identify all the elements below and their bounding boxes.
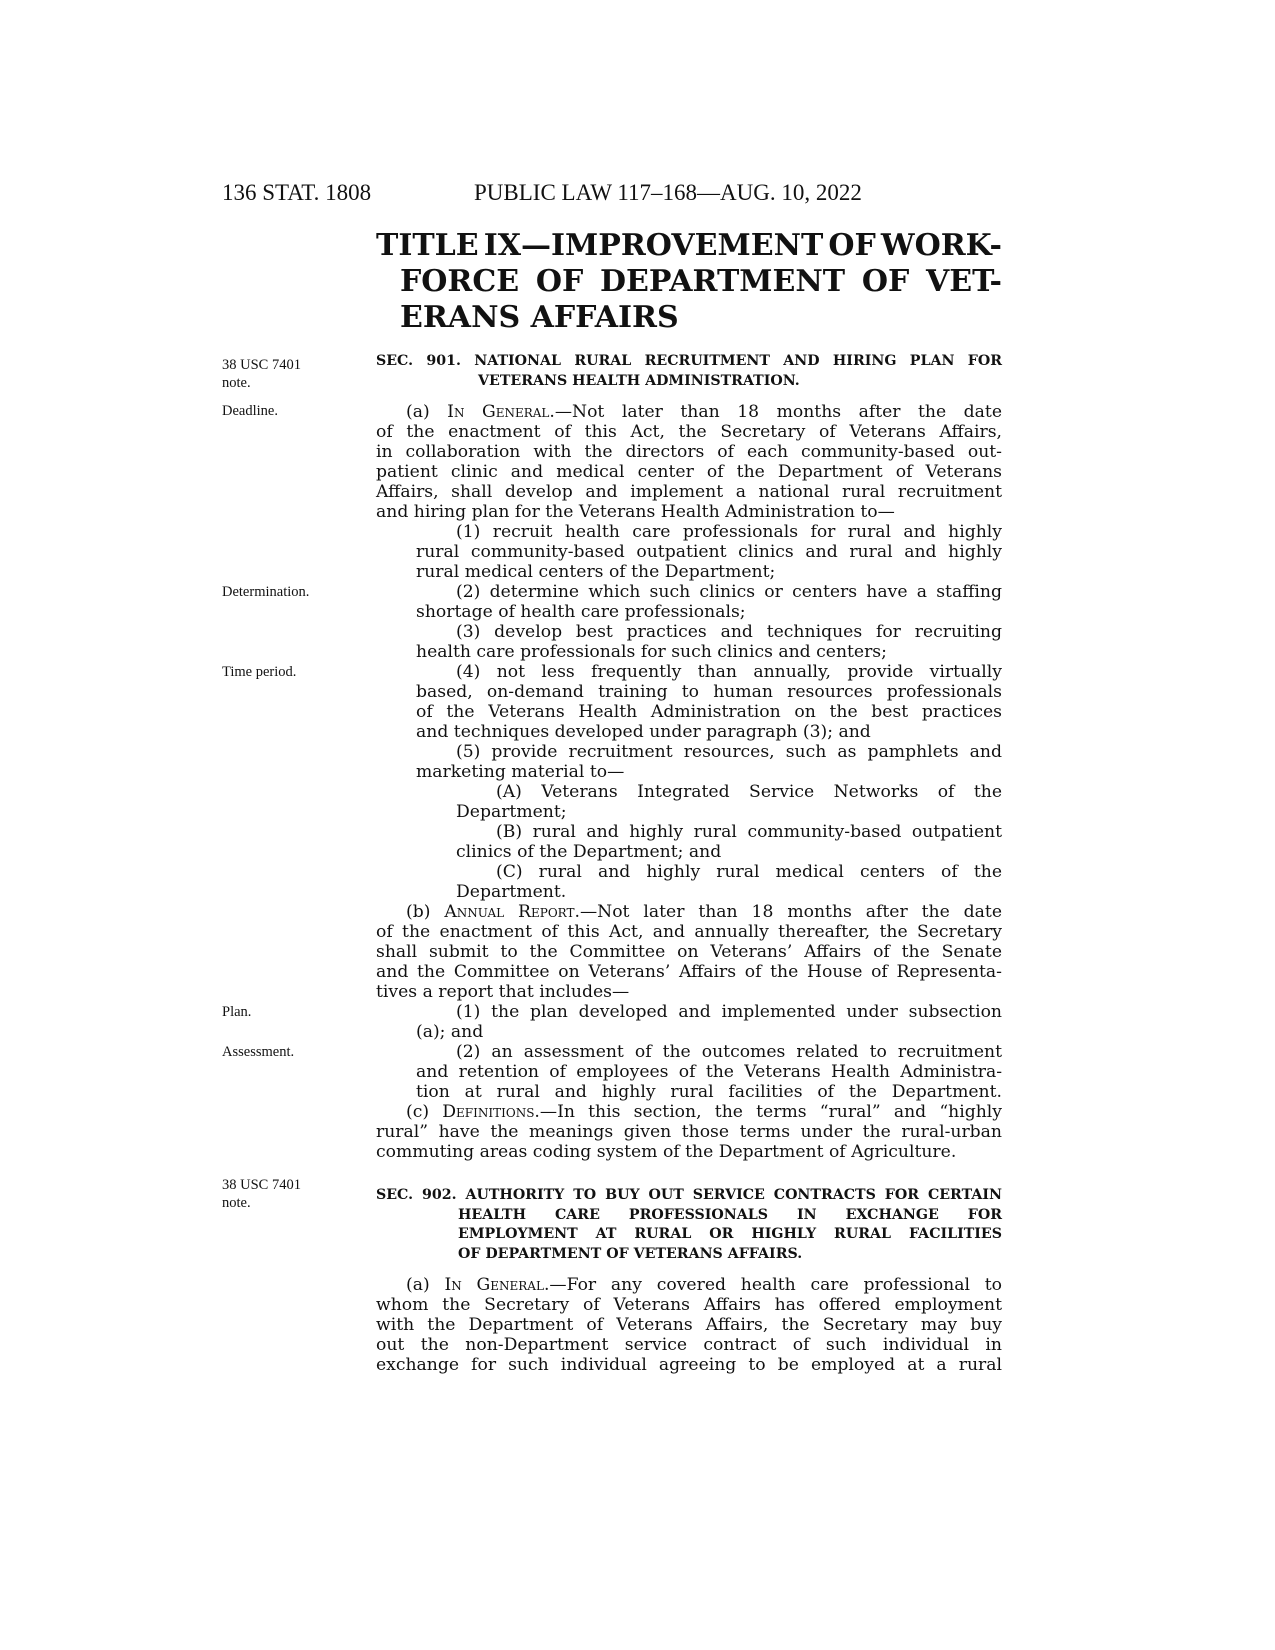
margin-note-plan: Plan. [222,1004,252,1020]
subparagraph-901-a-5-B: (B) rural and highly rural community-based outpatient clinics of the Department; and [456,822,1002,862]
main-text-column [376,352,1002,1375]
paragraph-901-a-5: (5) provide recruitment resources, such as pamphlets and marketing material to— [416,742,1002,782]
title-line-2: FORCE OF DEPARTMENT OF VET- [400,264,1002,299]
paragraph-901-a-4: (4) not less frequently than annually, provide virtually based, on-demand training to human resources professionals of the Veterans Health Administration on the best practices and techniques developed under paragraph (3); and [416,662,1002,742]
subsection-901-a: (a) In General.—Not later than 18 months after the date of the enactment of this Act, the Secretary of Veterans Affairs, in collaboration with the directors of each community-based out- patient clinic and medical center of the Department of Veterans Affairs, shall develop and implement a national rural recruitment and hiring plan for the Veterans Health Administration to— [376,402,1002,522]
margin-note-determination: Determination. [222,584,310,600]
paragraph-901-a-2: (2) determine which such clinics or centers have a staffing shortage of health care professionals; [416,582,1002,622]
paragraph-901-a-3: (3) develop best practices and techniques for recruiting health care professionals for such clinics and centers; [416,622,1002,662]
section-901-heading: SEC. 901. NATIONAL RURAL RECRUITMENT AND HIRING PLAN FOR VETERANS HEALTH ADMINISTRATION. [376,353,1002,389]
paragraph-901-a-1: (1) recruit health care professionals for rural and highly rural community-based outpatient clinics and rural and highly rural medical centers of the Department; [416,522,1002,582]
section-902-heading: SEC. 902. AUTHORITY TO BUY OUT SERVICE CONTRACTS FOR CERTAIN HEALTH CARE PROFESSIONALS IN EXCHANGE FOR EMPLOYMENT AT RURAL OR HIGHLY RURAL FACILITIES OF DEPARTMENT OF VETERANS AFFAIRS. [376,1187,1002,1262]
margin-note-time-period: Time period. [222,664,297,680]
section-901-body [376,402,1002,1162]
subsection-901-c: (c) Definitions.—In this section, the terms “rural” and “highly rural” have the meanings given those terms under the rural-urban commuting areas coding system of the Department of Agriculture. [376,1102,1002,1162]
running-head: PUBLIC LAW 117–168—AUG. 10, 2022 [474,180,862,205]
paragraph-901-b-2: (2) an assessment of the outcomes related to recruitment and retention of employees of the Veterans Health Administra- tion at rural and highly rural facilities of the Department. [416,1042,1002,1102]
subparagraph-901-a-5-C: (C) rural and highly rural medical centers of the Department. [456,862,1002,902]
title-line-3: ERANS AFFAIRS [400,300,679,335]
margin-note-sec902-citation: 38 USC 7401 note. [222,1177,301,1211]
title-heading [376,228,1002,336]
statute-citation: 136 STAT. 1808 [222,180,372,205]
section-902-body [376,1275,1002,1375]
page-header [222,180,1002,210]
title-line-1: TITLE IX—IMPROVEMENT OF WORK- [376,228,1002,263]
margin-note-sec901-citation: 38 USC 7401 note. [222,357,301,391]
margin-note-assessment: Assessment. [222,1044,295,1060]
margin-note-deadline: Deadline. [222,403,278,419]
subsection-901-b: (b) Annual Report.—Not later than 18 months after the date of the enactment of this Act, and annually thereafter, the Secretary shall submit to the Committee on Veterans’ Affairs of the Senate and the Committee on Veterans’ Affairs of the House of Representa- tives a report that includes— [376,902,1002,1002]
paragraph-901-b-1: (1) the plan developed and implemented under subsection (a); and [416,1002,1002,1042]
subsection-902-a: (a) In General.—For any covered health care professional to whom the Secretary of Veterans Affairs has offered employment with the Department of Veterans Affairs, the Secretary may buy out the non-Department service contract of such individual in exchange for such individual agreeing to be employed at a rural [376,1275,1002,1375]
subparagraph-901-a-5-A: (A) Veterans Integrated Service Networks of the Department; [456,782,1002,822]
